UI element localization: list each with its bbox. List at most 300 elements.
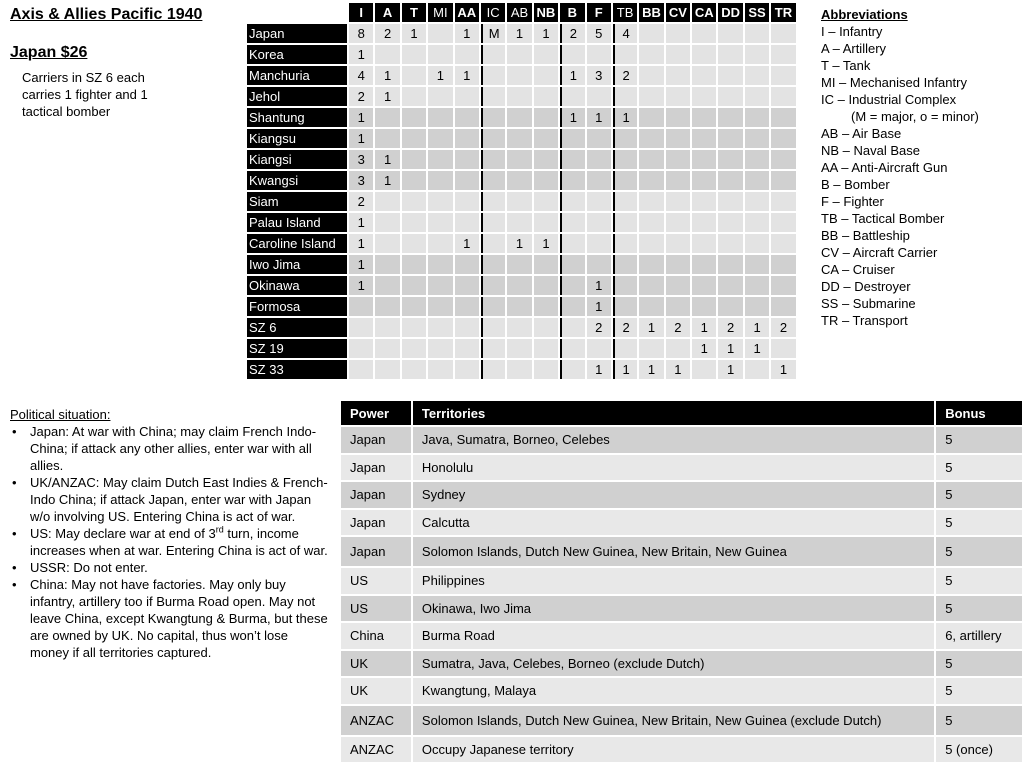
unit-count-cell: [507, 213, 531, 232]
unit-count-cell: [507, 150, 531, 169]
unit-count-cell: [375, 234, 399, 253]
unit-count-cell: [745, 66, 769, 85]
unit-row: [247, 213, 796, 232]
unit-column-mi: MI: [428, 3, 452, 22]
unit-count-cell: 1: [692, 339, 716, 358]
unit-count-cell: [507, 339, 531, 358]
unit-count-cell: [455, 360, 479, 379]
territory-row: [341, 482, 1022, 508]
bonus-cell: 5: [936, 568, 1022, 594]
unit-count-cell: [771, 234, 795, 253]
unit-count-cell: [666, 108, 690, 127]
unit-count-cell: [428, 318, 452, 337]
power-cell: US: [341, 568, 411, 594]
unit-count-cell: 2: [349, 192, 373, 211]
abbreviation-item: (M = major, o = minor): [851, 109, 979, 124]
territory-row: [341, 651, 1022, 677]
unit-count-cell: [718, 129, 742, 148]
unit-count-cell: [349, 318, 373, 337]
unit-count-cell: [692, 192, 716, 211]
unit-count-cell: [692, 87, 716, 106]
abbreviation-item: DD – Destroyer: [821, 279, 911, 294]
unit-column-bb: BB: [639, 3, 663, 22]
territory-row: [341, 537, 1022, 566]
unit-count-cell: [745, 129, 769, 148]
unit-count-cell: 1: [375, 87, 399, 106]
abbreviation-item: BB – Battleship: [821, 228, 910, 243]
unit-row: [247, 192, 796, 211]
unit-count-cell: [639, 129, 663, 148]
abbreviation-item: CV – Aircraft Carrier: [821, 245, 938, 260]
territory-name: Manchuria: [247, 66, 347, 85]
power-cell: ANZAC: [341, 737, 411, 763]
unit-count-cell: [613, 213, 637, 232]
territory-name: Formosa: [247, 297, 347, 316]
unit-count-cell: [666, 192, 690, 211]
unit-count-cell: [666, 255, 690, 274]
unit-count-cell: [666, 45, 690, 64]
unit-count-cell: [534, 318, 558, 337]
unit-count-cell: 3: [349, 171, 373, 190]
unit-count-cell: [375, 213, 399, 232]
unit-count-cell: [402, 66, 426, 85]
unit-count-cell: [402, 255, 426, 274]
territories-cell: Kwangtung, Malaya: [413, 678, 934, 704]
unit-count-cell: [507, 129, 531, 148]
unit-count-cell: [587, 234, 611, 253]
unit-count-cell: [745, 234, 769, 253]
unit-count-cell: [639, 234, 663, 253]
unit-count-cell: [692, 213, 716, 232]
unit-count-cell: [587, 339, 611, 358]
abbreviation-item: TB – Tactical Bomber: [821, 211, 945, 226]
abbreviations-panel: [821, 6, 979, 329]
power-cell: US: [341, 596, 411, 622]
territory-row: [341, 427, 1022, 453]
abbreviation-item: IC – Industrial Complex: [821, 92, 957, 107]
unit-count-cell: [455, 150, 479, 169]
unit-count-cell: [455, 108, 479, 127]
unit-count-cell: [587, 255, 611, 274]
unit-count-cell: [613, 234, 637, 253]
unit-count-cell: [428, 24, 452, 43]
unit-count-cell: [481, 87, 505, 106]
abbreviation-item: F – Fighter: [821, 194, 884, 209]
unit-count-cell: [718, 24, 742, 43]
power-cell: Japan: [341, 482, 411, 508]
unit-count-cell: [428, 192, 452, 211]
unit-count-cell: [402, 234, 426, 253]
unit-count-cell: 1: [349, 255, 373, 274]
unit-count-cell: [455, 213, 479, 232]
unit-count-cell: [507, 318, 531, 337]
unit-count-cell: 2: [666, 318, 690, 337]
unit-count-cell: [587, 87, 611, 106]
unit-count-cell: 1: [455, 66, 479, 85]
unit-count-cell: [507, 360, 531, 379]
unit-count-cell: [455, 171, 479, 190]
unit-count-cell: [771, 192, 795, 211]
unit-count-cell: [481, 276, 505, 295]
unit-count-cell: 1: [349, 45, 373, 64]
unit-count-cell: [455, 255, 479, 274]
bonus-cell: 5: [936, 455, 1022, 481]
unit-count-cell: 1: [455, 24, 479, 43]
unit-count-cell: [771, 108, 795, 127]
unit-count-cell: [402, 150, 426, 169]
unit-count-cell: [666, 87, 690, 106]
unit-count-cell: [534, 360, 558, 379]
unit-count-cell: [375, 318, 399, 337]
unit-count-cell: [613, 255, 637, 274]
unit-count-cell: [771, 24, 795, 43]
unit-count-cell: 1: [375, 66, 399, 85]
unit-count-cell: [481, 192, 505, 211]
political-text: China: May not have factories. May only buy infantry, artillery too if Burma Road open. May not leave China, except Kwangtung & Burma, but these are owned by UK. No capital, thus won’t lose money if all territories captured.: [30, 577, 328, 660]
unit-count-cell: [455, 318, 479, 337]
unit-count-cell: [560, 276, 584, 295]
unit-count-cell: [560, 192, 584, 211]
unit-column-a: A: [375, 3, 399, 22]
unit-count-cell: [402, 45, 426, 64]
unit-count-cell: [639, 276, 663, 295]
territories-cell: Okinawa, Iwo Jima: [413, 596, 934, 622]
unit-count-cell: [666, 213, 690, 232]
unit-count-cell: [534, 45, 558, 64]
territory-name: Iwo Jima: [247, 255, 347, 274]
unit-row: [247, 360, 796, 379]
unit-count-cell: 1: [587, 108, 611, 127]
unit-count-cell: [639, 297, 663, 316]
unit-count-cell: [745, 45, 769, 64]
unit-count-cell: [481, 255, 505, 274]
power-cell: Japan: [341, 537, 411, 566]
abbreviations-list: [821, 23, 979, 329]
unit-count-cell: [639, 24, 663, 43]
unit-count-cell: 2: [560, 24, 584, 43]
unit-count-cell: 2: [771, 318, 795, 337]
unit-column-b: B: [560, 3, 584, 22]
unit-count-cell: 1: [402, 24, 426, 43]
unit-column-dd: DD: [718, 3, 742, 22]
unit-count-cell: [534, 66, 558, 85]
unit-count-cell: 1: [587, 297, 611, 316]
unit-count-cell: [402, 129, 426, 148]
unit-count-cell: 1: [349, 213, 373, 232]
unit-count-cell: 2: [349, 87, 373, 106]
unit-count-cell: [481, 318, 505, 337]
unit-count-cell: [613, 192, 637, 211]
unit-count-cell: 3: [587, 66, 611, 85]
unit-count-cell: [481, 150, 505, 169]
political-list: [10, 423, 328, 661]
unit-count-cell: [692, 45, 716, 64]
bonus-cell: 5: [936, 482, 1022, 508]
unit-count-cell: [745, 87, 769, 106]
territory-row: [341, 678, 1022, 704]
unit-count-cell: [428, 360, 452, 379]
unit-setup-table: [245, 1, 798, 381]
political-item: [10, 423, 328, 474]
unit-count-cell: [639, 192, 663, 211]
unit-row: [247, 24, 796, 43]
bonus-cell: 5: [936, 706, 1022, 735]
unit-count-cell: [692, 234, 716, 253]
unit-count-cell: [692, 360, 716, 379]
power-cell: China: [341, 623, 411, 649]
bonus-cell: 5: [936, 537, 1022, 566]
unit-count-cell: 1: [349, 234, 373, 253]
page-title: Axis & Allies Pacific 1940: [10, 6, 203, 23]
unit-count-cell: [613, 150, 637, 169]
unit-count-cell: [507, 108, 531, 127]
unit-count-cell: [745, 360, 769, 379]
unit-count-cell: [745, 24, 769, 43]
unit-count-cell: [771, 171, 795, 190]
unit-count-cell: [455, 192, 479, 211]
territory-name: Okinawa: [247, 276, 347, 295]
unit-row: [247, 234, 796, 253]
unit-count-cell: [455, 45, 479, 64]
unit-count-cell: [692, 276, 716, 295]
unit-count-cell: [718, 150, 742, 169]
unit-count-cell: [718, 192, 742, 211]
territories-cell: Occupy Japanese territory: [413, 737, 934, 763]
unit-count-cell: [560, 297, 584, 316]
unit-count-cell: [481, 108, 505, 127]
unit-count-cell: [666, 150, 690, 169]
unit-count-cell: 1: [587, 276, 611, 295]
bonus-cell: 5 (once): [936, 737, 1022, 763]
unit-count-cell: 1: [534, 24, 558, 43]
ordinal-suffix: rd: [215, 524, 224, 535]
unit-column-i: I: [349, 3, 373, 22]
abbreviations-heading: Abbreviations: [821, 7, 908, 22]
unit-count-cell: [771, 45, 795, 64]
unit-count-cell: 1: [455, 234, 479, 253]
abbreviation-item: I – Infantry: [821, 24, 883, 39]
territory-row: [341, 706, 1022, 735]
unit-column-t: T: [402, 3, 426, 22]
unit-count-cell: [639, 150, 663, 169]
territory-name: Kwangsi: [247, 171, 347, 190]
unit-count-cell: 1: [718, 339, 742, 358]
unit-count-cell: [560, 87, 584, 106]
territory-row: [341, 510, 1022, 536]
unit-count-cell: [507, 171, 531, 190]
unit-row: [247, 339, 796, 358]
unit-column-ab: AB: [507, 3, 531, 22]
unit-count-cell: 1: [639, 318, 663, 337]
unit-count-cell: [402, 339, 426, 358]
unit-count-cell: 5: [587, 24, 611, 43]
abbreviation-item: SS – Submarine: [821, 296, 916, 311]
unit-count-cell: [639, 339, 663, 358]
political-text-post: turn, income increases when at war. Entering China is act of war.: [30, 526, 328, 558]
unit-column-aa: AA: [455, 3, 479, 22]
unit-count-cell: [745, 108, 769, 127]
bonus-cell: 5: [936, 678, 1022, 704]
unit-count-cell: [771, 213, 795, 232]
unit-count-cell: [639, 87, 663, 106]
territory-bonus-table: [339, 399, 1024, 764]
power-cell: Japan: [341, 455, 411, 481]
unit-header-row: [247, 3, 796, 22]
unit-count-cell: 1: [507, 234, 531, 253]
bonus-cell: 5: [936, 427, 1022, 453]
unit-count-cell: [666, 66, 690, 85]
abbreviation-item: NB – Naval Base: [821, 143, 920, 158]
unit-count-cell: [718, 87, 742, 106]
territory-name: Korea: [247, 45, 347, 64]
unit-row: [247, 276, 796, 295]
unit-count-cell: [507, 45, 531, 64]
unit-count-cell: [534, 192, 558, 211]
territory-name: Kiangsu: [247, 129, 347, 148]
territory-name: SZ 33: [247, 360, 347, 379]
unit-count-cell: [402, 297, 426, 316]
unit-count-cell: 1: [560, 108, 584, 127]
unit-count-cell: [745, 171, 769, 190]
unit-count-cell: [771, 87, 795, 106]
unit-count-cell: [745, 276, 769, 295]
territory-name: SZ 6: [247, 318, 347, 337]
unit-count-cell: [718, 108, 742, 127]
abbreviation-item: AB – Air Base: [821, 126, 902, 141]
unit-count-cell: [639, 108, 663, 127]
unit-count-cell: [455, 129, 479, 148]
unit-count-cell: [534, 255, 558, 274]
unit-count-cell: [534, 339, 558, 358]
territories-cell: Calcutta: [413, 510, 934, 536]
unit-count-cell: [613, 339, 637, 358]
unit-count-cell: [587, 150, 611, 169]
unit-count-cell: [534, 150, 558, 169]
political-text: UK/ANZAC: May claim Dutch East Indies & French-Indo China; if attack Japan, enter war with Japan w/o involving US. Entering China is act of war.: [30, 475, 328, 524]
bonus-cell: 5: [936, 510, 1022, 536]
unit-count-cell: [428, 129, 452, 148]
unit-count-cell: [375, 297, 399, 316]
territory-row: [341, 623, 1022, 649]
unit-count-cell: [639, 213, 663, 232]
political-item: [10, 525, 328, 559]
unit-count-cell: [692, 24, 716, 43]
unit-count-cell: [375, 192, 399, 211]
territories-cell: Sydney: [413, 482, 934, 508]
political-text: USSR: Do not enter.: [30, 560, 148, 575]
territories-cell: Philippines: [413, 568, 934, 594]
territories-header: Territories: [413, 401, 934, 425]
territory-name: Jehol: [247, 87, 347, 106]
unit-count-cell: [692, 297, 716, 316]
unit-count-cell: [613, 129, 637, 148]
territory-name: Caroline Island: [247, 234, 347, 253]
unit-count-cell: [639, 66, 663, 85]
political-item: [10, 559, 328, 576]
unit-count-cell: M: [481, 24, 505, 43]
unit-count-cell: 2: [375, 24, 399, 43]
unit-row: [247, 129, 796, 148]
unit-count-cell: [718, 213, 742, 232]
unit-column-nb: NB: [534, 3, 558, 22]
unit-count-cell: 4: [349, 66, 373, 85]
unit-count-cell: [481, 339, 505, 358]
unit-count-cell: 1: [349, 108, 373, 127]
unit-count-cell: [481, 234, 505, 253]
unit-count-cell: [402, 192, 426, 211]
unit-count-cell: [718, 234, 742, 253]
unit-column-ca: CA: [692, 3, 716, 22]
power-cell: Japan: [341, 510, 411, 536]
unit-count-cell: [402, 318, 426, 337]
unit-count-cell: [560, 171, 584, 190]
unit-count-cell: [666, 276, 690, 295]
territories-cell: Sumatra, Java, Celebes, Borneo (exclude Dutch): [413, 651, 934, 677]
unit-count-cell: [692, 108, 716, 127]
unit-count-cell: 1: [534, 234, 558, 253]
unit-count-cell: 2: [587, 318, 611, 337]
unit-count-cell: [639, 45, 663, 64]
unit-count-cell: [402, 87, 426, 106]
unit-row: [247, 255, 796, 274]
unit-count-cell: [375, 276, 399, 295]
unit-count-cell: 1: [349, 129, 373, 148]
unit-count-cell: [613, 171, 637, 190]
unit-count-cell: [481, 360, 505, 379]
unit-count-cell: [666, 129, 690, 148]
bonus-cell: 5: [936, 651, 1022, 677]
unit-count-cell: [534, 171, 558, 190]
unit-count-cell: [402, 213, 426, 232]
unit-count-cell: [639, 255, 663, 274]
unit-count-cell: [771, 150, 795, 169]
unit-count-cell: [481, 45, 505, 64]
unit-count-cell: [587, 171, 611, 190]
unit-row: [247, 318, 796, 337]
unit-count-cell: [455, 276, 479, 295]
unit-count-cell: [613, 45, 637, 64]
unit-count-cell: [428, 171, 452, 190]
unit-count-cell: [507, 66, 531, 85]
unit-count-cell: 1: [349, 276, 373, 295]
political-text-pre: US: May declare war at end of 3: [30, 526, 216, 541]
unit-count-cell: [402, 360, 426, 379]
territories-cell: Solomon Islands, Dutch New Guinea, New Britain, New Guinea (exclude Dutch): [413, 706, 934, 735]
territory-header-row: [341, 401, 1022, 425]
unit-count-cell: [481, 213, 505, 232]
unit-count-cell: [455, 297, 479, 316]
unit-row: [247, 87, 796, 106]
unit-count-cell: [692, 171, 716, 190]
unit-row: [247, 297, 796, 316]
bonus-header: Bonus: [936, 401, 1022, 425]
unit-count-cell: [481, 297, 505, 316]
unit-count-cell: 1: [692, 318, 716, 337]
territory-name: Kiangsi: [247, 150, 347, 169]
unit-count-cell: 3: [349, 150, 373, 169]
territory-name: Shantung: [247, 108, 347, 127]
territory-row: [341, 596, 1022, 622]
unit-count-cell: [481, 171, 505, 190]
unit-count-cell: [771, 276, 795, 295]
territories-cell: Honolulu: [413, 455, 934, 481]
unit-count-cell: [560, 234, 584, 253]
unit-count-cell: [560, 339, 584, 358]
unit-count-cell: 1: [428, 66, 452, 85]
power-cell: ANZAC: [341, 706, 411, 735]
unit-count-cell: 1: [745, 318, 769, 337]
unit-count-cell: 1: [375, 150, 399, 169]
